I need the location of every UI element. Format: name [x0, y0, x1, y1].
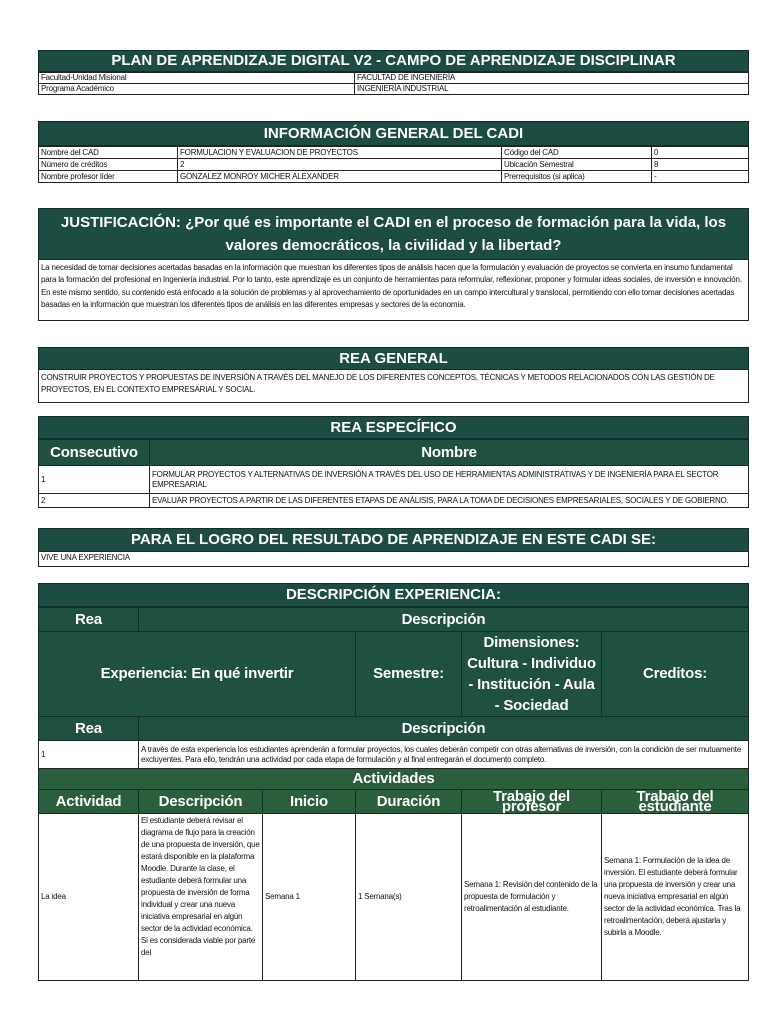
- achievement-title: PARA EL LOGRO DEL RESULTADO DE APRENDIZAJE EN ESTE CADI SE:: [38, 528, 749, 552]
- activities-col-teacher-work: Trabajo del profesor: [462, 790, 602, 814]
- activities-title: Actividades: [39, 769, 749, 790]
- info-title: INFORMACIÓN GENERAL DEL CADI: [38, 121, 749, 146]
- plan-table: [38, 72, 749, 95]
- activities-col-student-work: Trabajo del estudiante: [602, 790, 749, 814]
- plan-value-faculty: FACULTAD DE INGENIERÍA: [355, 73, 749, 84]
- experience-section: [38, 583, 749, 981]
- activity-start: Semana 1: [263, 814, 356, 981]
- achievement-section: [38, 528, 749, 567]
- experience-name: Experiencia: En qué invertir: [39, 632, 356, 717]
- experience-semester-label: Semestre:: [356, 632, 462, 717]
- info-value-semester: 8: [652, 159, 749, 171]
- rea-specific-col-name: Nombre: [150, 440, 749, 466]
- experience-dimensions-label: Dimensiones: Cultura - Individuo - Institución - Aula - Sociedad: [462, 632, 602, 717]
- achievement-text: VIVE UNA EXPERIENCIA: [38, 552, 749, 567]
- plan-title: PLAN DE APRENDIZAJE DIGITAL V2 - CAMPO DE APRENDIZAJE DISCIPLINAR: [38, 50, 749, 72]
- experience-rea-description: A través de esta experiencia los estudiantes aprenderán a formular proyectos, los cuales deberán competir con otras alternativas de inversión, con la condición de ser mutuamente excluyentes. Para ello, tendrán una actividad por cada etapa de formulación y al final entregarán el documento completo.: [139, 741, 749, 769]
- info-label-cad-name: Nombre del CAD: [39, 147, 178, 159]
- info-value-credits: 2: [178, 159, 502, 171]
- experience-credits-label: Creditos:: [602, 632, 749, 717]
- activities-col-start: Inicio: [263, 790, 356, 814]
- plan-value-program: INGENIERÍA INDUSTRIAL: [355, 84, 749, 95]
- rea-specific-name: EVALUAR PROYECTOS A PARTIR DE LAS DIFERENTES ETAPAS DE ANÁLISIS, PARA LA TOMA DE DECISIONES EMPRESARIALES, SOCIALES Y DE GOBIERNO.: [150, 494, 749, 508]
- info-label-prereq: Prerrequisitos (si aplica): [502, 171, 652, 183]
- info-label-professor: Nombre profesor líder: [39, 171, 178, 183]
- rea-specific-title: REA ESPECÍFICO: [38, 416, 749, 439]
- experience-title: DESCRIPCIÓN EXPERIENCIA:: [38, 583, 749, 607]
- info-label-cad-code: Código del CAD: [502, 147, 652, 159]
- experience-rea-num: 1: [39, 741, 139, 769]
- activity-duration: 1 Semana(s): [356, 814, 462, 981]
- experience-rea-label: Rea: [39, 608, 139, 632]
- info-section: [38, 121, 749, 183]
- rea-specific-table: [38, 439, 749, 508]
- rea-specific-num: 1: [39, 466, 150, 494]
- rea-specific-num: 2: [39, 494, 150, 508]
- rea-specific-col-consecutive: Consecutivo: [39, 440, 150, 466]
- rea-general-section: [38, 347, 749, 403]
- activity-name: La idea: [39, 814, 139, 981]
- info-label-credits: Número de créditos: [39, 159, 178, 171]
- activities-col-description: Descripción: [139, 790, 263, 814]
- activity-student-work: Semana 1: Formulación de la idea de inversión. El estudiante deberá formular una propuesta de inversión y crear una nueva iniciativa empresarial en algún sector de la actividad económica. Tras la retroalimentación, deberá ajustarla y subirla a Moodle.: [602, 814, 749, 981]
- info-value-prereq: -: [652, 171, 749, 183]
- info-value-cad-code: 0: [652, 147, 749, 159]
- justification-text: La necesidad de tomar decisiones acertadas basadas en la información que muestran los diferentes tipos de análisis hacen que la formulación y evaluación de proyectos se convierta en insumo fundamental para la formación del profesional en Ingeniería industrial. Por lo tanto, este aprendizaje es un conjunto de herramientas para reformular, reflexionar, proponer y formular ideas sociales, de inversión e innovación. En este mismo sentido, su contenido está enfocado a la solución de problemas y al aprovechamiento de oportunidades en un campo intercultural y translocal, permitiendo con ello tomar decisiones acertadas basadas en la información que muestran los diferentes tipos de análisis en las diferentes empresas y sectores de la economía.: [38, 260, 749, 321]
- justification-section: [38, 208, 749, 321]
- experience-description-label: Descripción: [139, 608, 749, 632]
- activities-col-activity: Actividad: [39, 790, 139, 814]
- justification-title: JUSTIFICACIÓN: ¿Por qué es importante el CADI en el proceso de formación para la vida, los valores democráticos, la civilidad y la libertad?: [38, 208, 749, 260]
- experience-rea-label-2: Rea: [39, 717, 139, 741]
- activity-teacher-work: Semana 1: Revisión del contenido de la propuesta de formulación y retroalimentación al estudiante.: [462, 814, 602, 981]
- rea-specific-name: FORMULAR PROYECTOS Y ALTERNATIVAS DE INVERSIÓN A TRAVÉS DEL USO DE HERRAMIENTAS ADMINISTRATIVAS Y DE INGENIERÍA PARA EL SECTOR EMPRESARIAL: [150, 466, 749, 494]
- experience-description-label-2: Descripción: [139, 717, 749, 741]
- info-label-semester: Ubicación Semestral: [502, 159, 652, 171]
- activities-col-duration: Duración: [356, 790, 462, 814]
- activity-description: El estudiante deberá revisar el diagrama de flujo para la creación de una propuesta de inversión, que estará disponible en la plataforma Moodle. Durante la clase, el estudiante deberá formular una propuesta de inversión de forma individual y crear una nueva iniciativa empresarial en algún sector de la actividad económica. Si es considerada viable por parte del: [139, 814, 263, 981]
- info-table: [38, 146, 749, 183]
- rea-general-title: REA GENERAL: [38, 347, 749, 370]
- plan-label-program: Programa Académico: [39, 84, 355, 95]
- experience-table: [38, 607, 749, 981]
- info-value-professor: GONZALEZ MONROY MICHER ALEXANDER: [178, 171, 502, 183]
- rea-specific-section: [38, 416, 749, 508]
- plan-section: [38, 50, 749, 95]
- rea-general-text: CONSTRUIR PROYECTOS Y PROPUESTAS DE INVERSIÓN A TRAVÉS DEL MANEJO DE LOS DIFERENTES CONCEPTOS, TÉCNICAS Y METODOS RELACIONADOS CON LAS GESTIÓN DE PROYECTOS, EN EL CONTEXTO EMPRESARIAL Y SOCIAL.: [38, 370, 749, 403]
- info-value-cad-name: FORMULACION Y EVALUACION DE PROYECTOS: [178, 147, 502, 159]
- plan-label-faculty: Facultad-Unidad Misional: [39, 73, 355, 84]
